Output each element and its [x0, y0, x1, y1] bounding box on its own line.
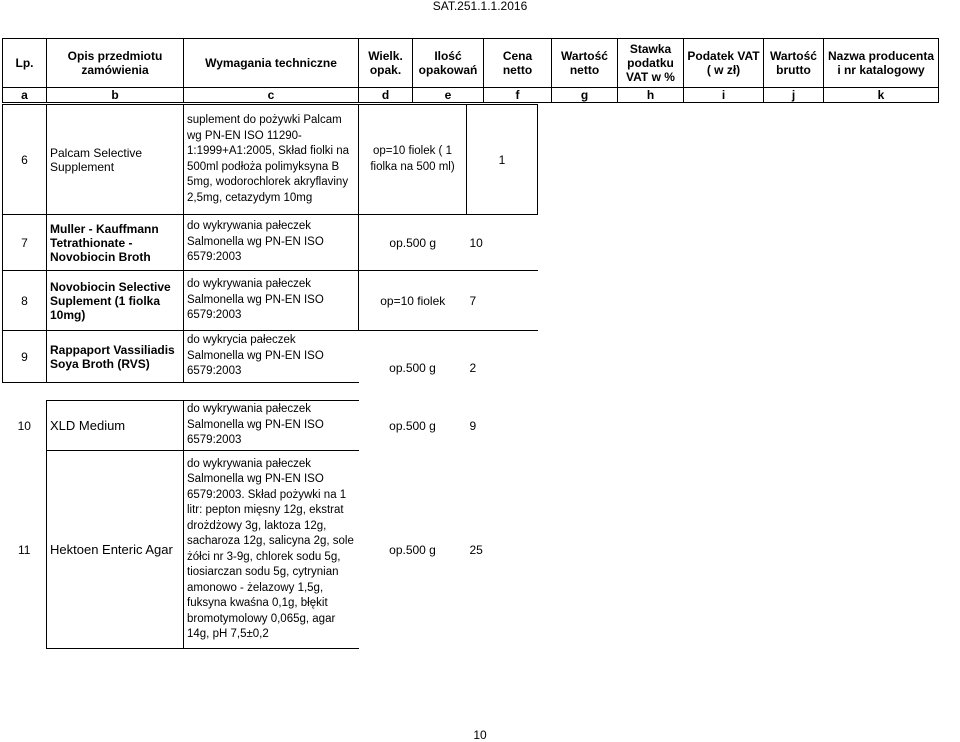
row-ilosc: 7	[467, 271, 538, 331]
row-lp: 8	[3, 271, 47, 331]
row-wielk: op=10 fiolek	[359, 271, 467, 331]
letter-f: f	[484, 88, 552, 103]
row-ilosc: 10	[467, 215, 538, 271]
row-opis: Palcam Selective Supplement	[47, 105, 184, 215]
letter-d: d	[359, 88, 413, 103]
letter-c: c	[184, 88, 359, 103]
column-letters-row	[3, 88, 939, 103]
row-lp: 10	[3, 401, 47, 451]
row-opis: Novobiocin Selective Suplement (1 fiolka 10mg)	[47, 271, 184, 331]
letter-g: g	[552, 88, 618, 103]
table-row	[3, 105, 538, 215]
row-opis: Rappaport Vassiliadis Soya Broth (RVS)	[47, 331, 184, 383]
row-wielk: op.500 g	[359, 215, 467, 271]
row-lp: 11	[3, 451, 47, 649]
row-lp: 6	[3, 105, 47, 215]
row-wymagania: do wykrywania pałeczek Salmonella wg PN-EN ISO 6579:2003	[184, 401, 359, 451]
letter-j: j	[764, 88, 824, 103]
header-lp: Lp.	[3, 39, 47, 88]
page-number: 10	[473, 728, 487, 742]
row-wymagania: suplement do pożywki Palcam wg PN-EN ISO 11290-1:1999+A1:2005, Skład fiolki na 500ml podłoża polimyksyna B 5mg, wodorochlorek akryflaviny 2,5mg, cetazydym 10mg	[184, 105, 359, 215]
header-wymagania: Wymagania techniczne	[184, 39, 359, 88]
row-ilosc: 9	[469, 418, 477, 433]
letter-k: k	[824, 88, 939, 103]
row-opis: Muller - Kauffmann Tetrathionate - Novobiocin Broth	[47, 215, 184, 271]
document-code: SAT.251.1.1.2016	[432, 0, 528, 13]
row-ilosc: 1	[467, 105, 538, 215]
row-wielk: op.500 g	[389, 542, 436, 557]
row-wielk: op=10 fiolek ( 1 fiolka na 500 ml)	[359, 105, 467, 215]
row-wymagania: do wykrycia pałeczek Salmonella wg PN-EN ISO 6579:2003	[184, 331, 359, 383]
row-wielk: op.500 g	[389, 360, 436, 375]
header-stawka: Stawka podatku VAT w %	[618, 39, 684, 88]
row-wymagania: do wykrywania pałeczek Salmonella wg PN-EN ISO 6579:2003	[184, 215, 359, 271]
header-wielk: Wielk. opak.	[359, 39, 413, 88]
letter-b: b	[47, 88, 184, 103]
row-wymagania: do wykrywania pałeczek Salmonella wg PN-EN ISO 6579:2003	[184, 271, 359, 331]
items-table	[2, 104, 538, 649]
row-ilosc: 2	[469, 360, 477, 375]
table-row	[3, 331, 538, 383]
row-ilosc: 25	[469, 542, 483, 557]
row-wymagania: do wykrywania pałeczek Salmonella wg PN-EN ISO 6579:2003. Skład pożywki na 1 litr: pepton mięsny 12g, ekstrat drożdżowy 3g, laktoza 12g, sacharoza 12g, salicyna 2g, sole żółci nr 3-9g, chlorek sodu 5g, tiosiarczan sodu 5g, cytrynian amonowo - żelazowy 1,5g, fuksyna kwaśna 0,1g, błękit bromotymolowy 0,065g, agar 14g, pH 7,5±0,2	[184, 451, 359, 649]
table-row	[3, 451, 538, 649]
header-ilosc: Ilość opakowań	[413, 39, 484, 88]
header-cena: Cena netto	[484, 39, 552, 88]
letter-e: e	[413, 88, 484, 103]
row-opis: XLD Medium	[47, 401, 184, 451]
header-wartosc-netto: Wartość netto	[552, 39, 618, 88]
header-wartosc-brutto: Wartość brutto	[764, 39, 824, 88]
header-table	[2, 38, 939, 103]
row-lp: 7	[3, 215, 47, 271]
letter-h: h	[618, 88, 684, 103]
letter-a: a	[3, 88, 47, 103]
row-lp: 9	[3, 331, 47, 383]
table-row	[3, 215, 538, 271]
row-wielk: op.500 g	[389, 418, 436, 433]
header-producent: Nazwa producenta i nr katalogowy	[824, 39, 939, 88]
header-podatek: Podatek VAT ( w zł)	[684, 39, 764, 88]
table-row	[3, 401, 538, 451]
header-opis: Opis przedmiotu zamówienia	[47, 39, 184, 88]
table-row	[3, 271, 538, 331]
letter-i: i	[684, 88, 764, 103]
row-opis: Hektoen Enteric Agar	[47, 451, 184, 649]
